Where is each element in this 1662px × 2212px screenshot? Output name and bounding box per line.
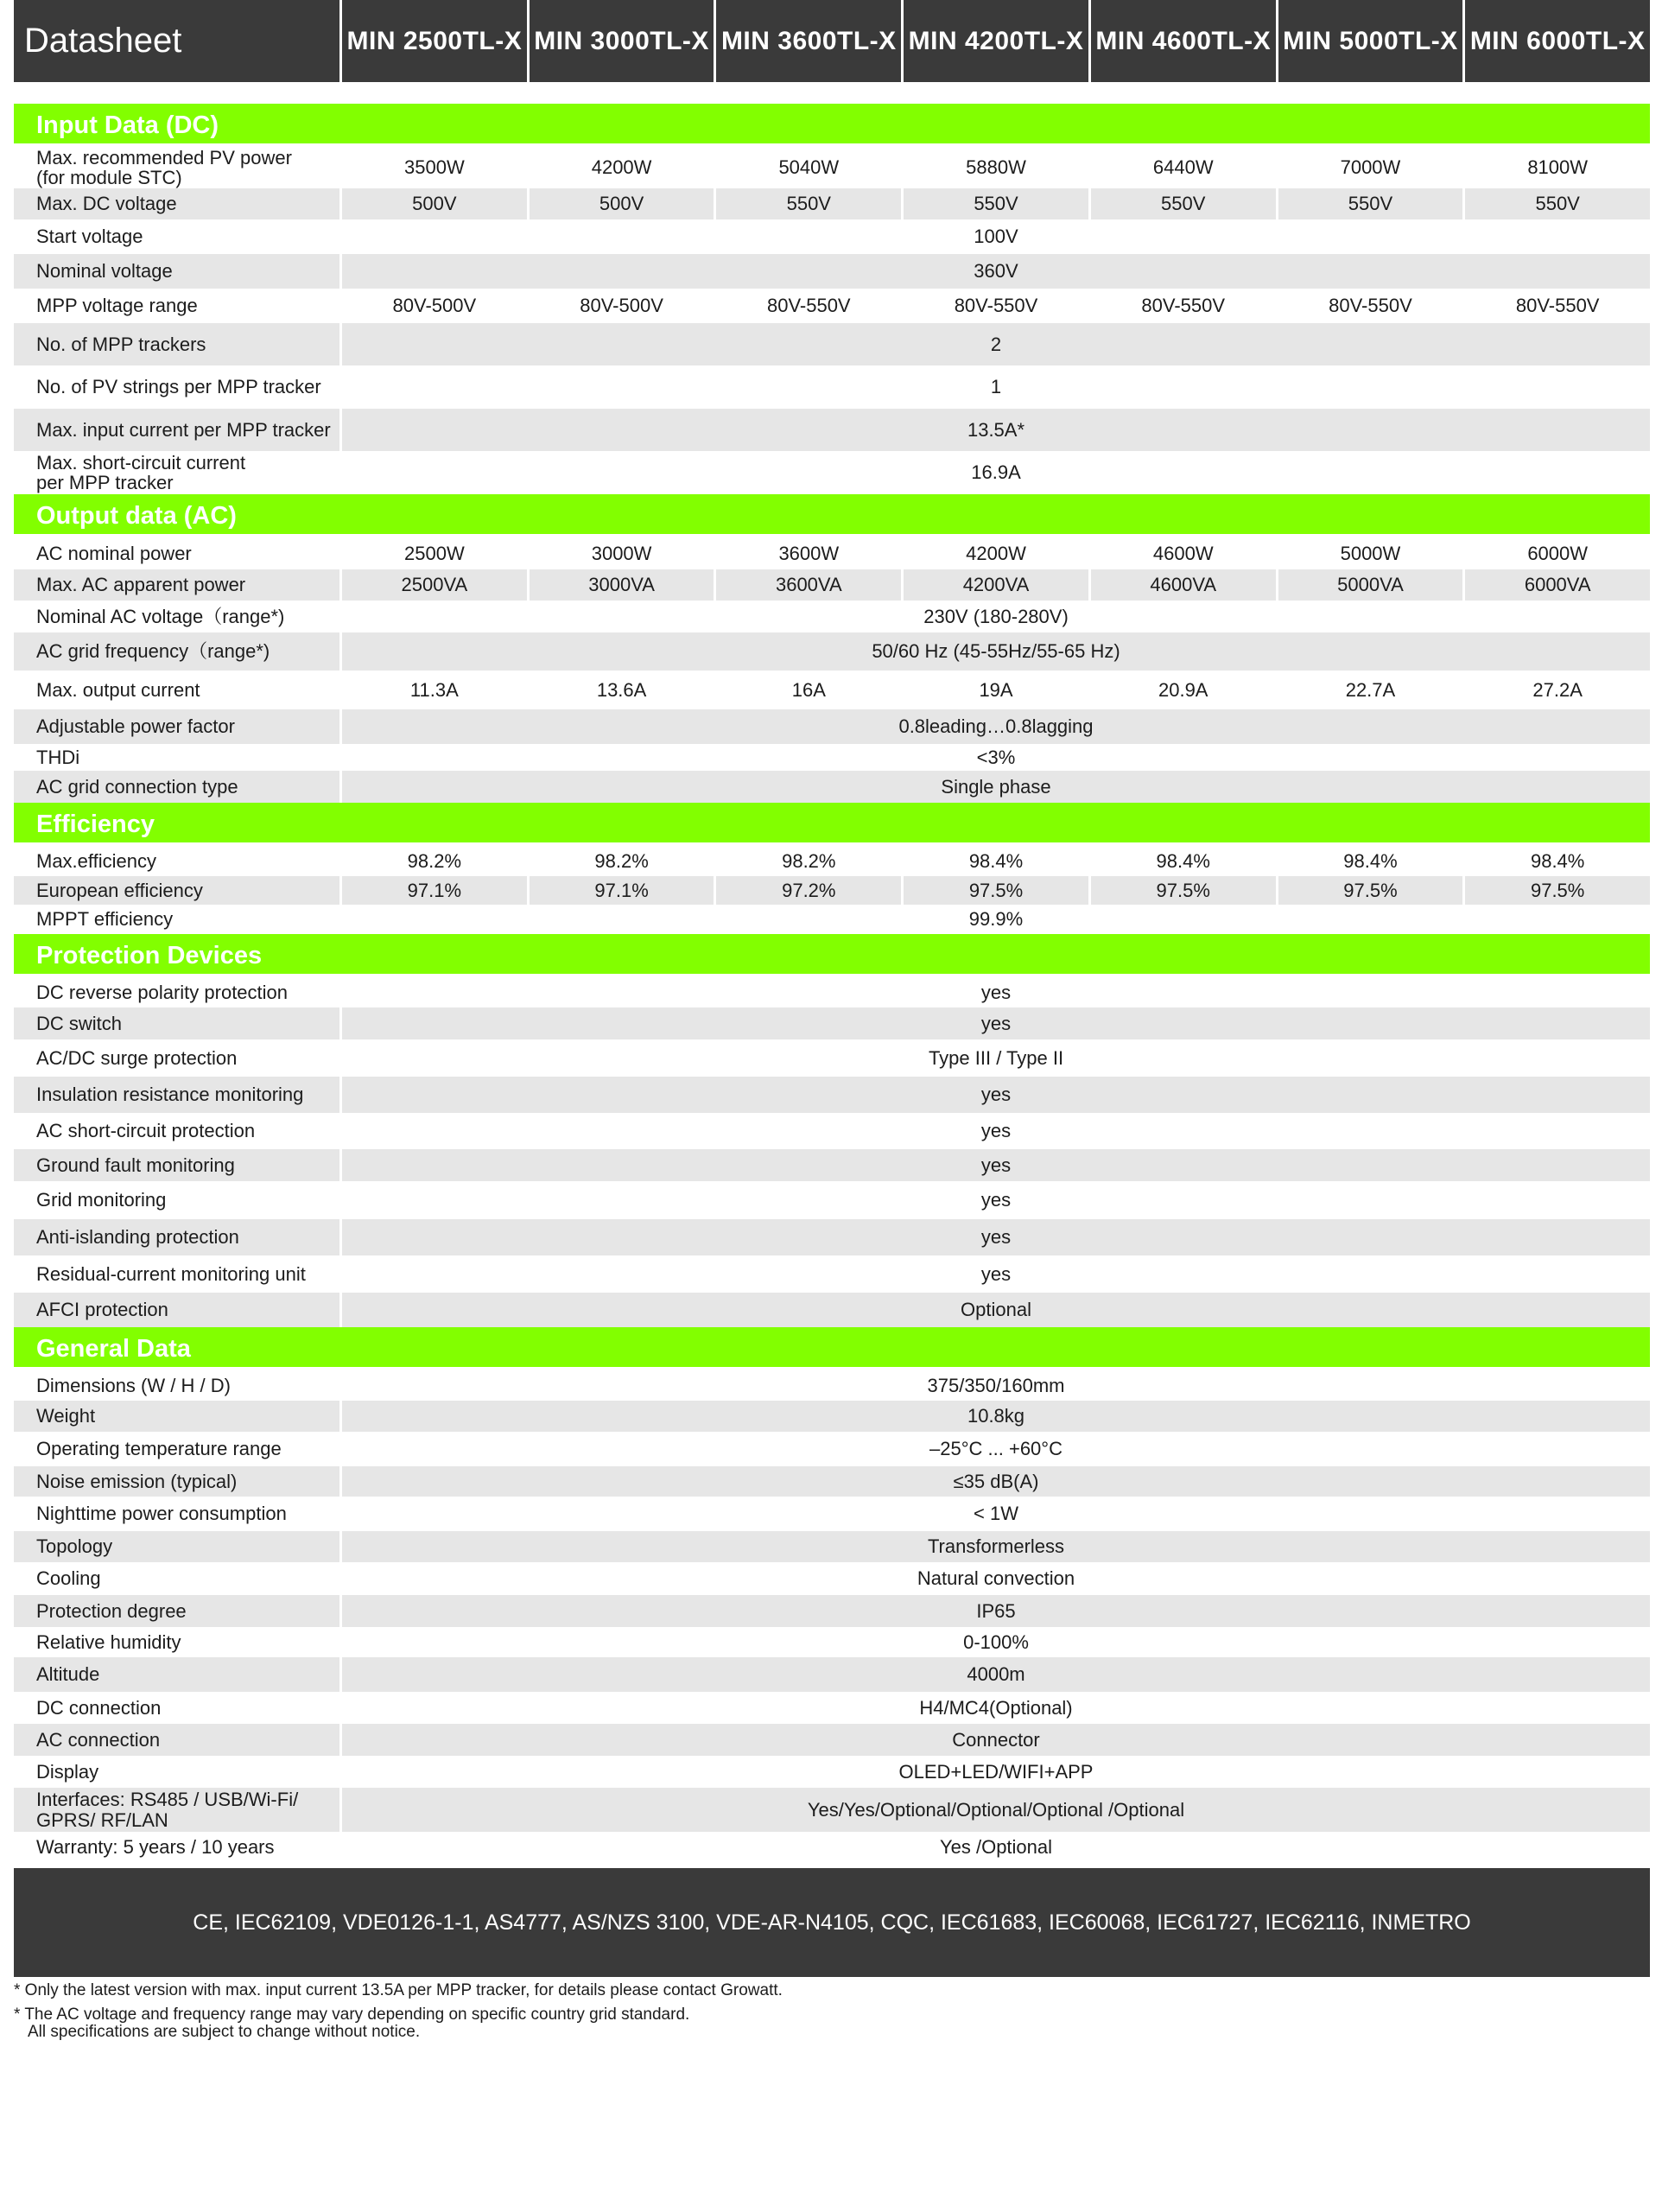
spec-row (14, 846, 1650, 876)
spec-value: 3000W (530, 537, 714, 569)
model-header: MIN 3000TL-X (530, 0, 714, 82)
spec-value: 4200W (530, 147, 714, 188)
spec-row (14, 1497, 1650, 1531)
spec-value: 4200VA (904, 569, 1088, 601)
spec-row (14, 601, 1650, 632)
spec-row (14, 709, 1650, 744)
spec-row (14, 1219, 1650, 1255)
section-header: Input Data (DC) (14, 104, 1650, 147)
spec-label: AC grid frequency（range*) (14, 632, 339, 671)
spec-value: 550V (1465, 188, 1650, 219)
spec-row (14, 1370, 1650, 1401)
model-header: MIN 3600TL-X (716, 0, 901, 82)
spec-label: Max. output current (14, 671, 339, 709)
spec-value: 20.9A (1091, 671, 1276, 709)
spec-value: 3500W (342, 147, 527, 188)
spec-value: 97.1% (342, 876, 527, 905)
spec-row (14, 323, 1650, 365)
spec-row (14, 977, 1650, 1007)
spec-label: Max. input current per MPP tracker (14, 409, 339, 451)
spec-value: 13.6A (530, 671, 714, 709)
section-header: Protection Devices (14, 934, 1650, 977)
spec-value-all-models: yes (342, 1181, 1650, 1219)
spec-value-all-models: yes (342, 1007, 1650, 1039)
spec-value: 6000VA (1465, 569, 1650, 601)
spec-value: 2500W (342, 537, 527, 569)
spec-value: 7000W (1278, 147, 1463, 188)
spec-row (14, 1149, 1650, 1181)
spec-label: Grid monitoring (14, 1181, 339, 1219)
spec-label: DC switch (14, 1007, 339, 1039)
spec-label: MPP voltage range (14, 289, 339, 323)
spec-row (14, 254, 1650, 289)
spec-value: 11.3A (342, 671, 527, 709)
spec-row (14, 1657, 1650, 1692)
spec-label: Protection degree (14, 1595, 339, 1627)
spec-row (14, 365, 1650, 409)
spec-row (14, 632, 1650, 671)
spec-value: 80V-500V (342, 289, 527, 323)
spec-label: Cooling (14, 1562, 339, 1595)
spec-label: Topology (14, 1531, 339, 1562)
spec-value-all-models: 375/350/160mm (342, 1370, 1650, 1401)
spec-label: AC/DC surge protection (14, 1039, 339, 1077)
spec-value: 80V-550V (1278, 289, 1463, 323)
spec-value-all-models: yes (342, 1077, 1650, 1113)
spec-value-all-models: 10.8kg (342, 1401, 1650, 1432)
spec-row (14, 1401, 1650, 1432)
spec-label: Start voltage (14, 219, 339, 254)
spec-value: 500V (530, 188, 714, 219)
spec-label: Residual-current monitoring unit (14, 1255, 339, 1293)
spec-value: 8100W (1465, 147, 1650, 188)
spec-row (14, 1756, 1650, 1788)
spec-value: 5040W (716, 147, 901, 188)
spec-label: MPPT efficiency (14, 905, 339, 934)
spec-label: Dimensions (W / H / D) (14, 1370, 339, 1401)
section-header: General Data (14, 1327, 1650, 1370)
spec-label: Display (14, 1756, 339, 1788)
spec-value: 98.2% (716, 846, 901, 876)
spec-label: Max. AC apparent power (14, 569, 339, 601)
spec-row (14, 1595, 1650, 1627)
spec-value: 22.7A (1278, 671, 1463, 709)
model-header: MIN 4200TL-X (904, 0, 1088, 82)
spec-value-all-models: yes (342, 1219, 1650, 1255)
spec-row (14, 771, 1650, 803)
footnote: All specifications are subject to change without notice. (28, 2022, 421, 2041)
spec-value: 80V-550V (716, 289, 901, 323)
spec-value: 98.2% (530, 846, 714, 876)
datasheet-title: Datasheet (14, 0, 339, 82)
spec-value: 4200W (904, 537, 1088, 569)
spec-value-all-models: yes (342, 1149, 1650, 1181)
spec-label: Insulation resistance monitoring (14, 1077, 339, 1113)
section-header: Output data (AC) (14, 494, 1650, 537)
spec-value: 27.2A (1465, 671, 1650, 709)
spec-row (14, 1531, 1650, 1562)
spec-value-all-models: 4000m (342, 1657, 1650, 1692)
spec-label: No. of PV strings per MPP tracker (14, 365, 339, 409)
spec-value-all-models: 0.8leading…0.8lagging (342, 709, 1650, 744)
spec-label: European efficiency (14, 876, 339, 905)
datasheet (14, 0, 1650, 2048)
spec-row (14, 1562, 1650, 1595)
spec-label: Adjustable power factor (14, 709, 339, 744)
spec-row (14, 219, 1650, 254)
spec-value: 3000VA (530, 569, 714, 601)
spec-label: AC connection (14, 1724, 339, 1756)
section-header: Efficiency (14, 803, 1650, 846)
spec-label: Noise emission (typical) (14, 1466, 339, 1497)
spec-value-all-models: 230V (180-280V) (342, 601, 1650, 632)
spec-value-all-models: Yes/Yes/Optional/Optional/Optional /Optional (342, 1788, 1650, 1832)
spec-row (14, 1724, 1650, 1756)
model-header: MIN 6000TL-X (1465, 0, 1650, 82)
spec-label: AFCI protection (14, 1293, 339, 1327)
spec-label: Nighttime power consumption (14, 1497, 339, 1531)
spec-value-all-models: yes (342, 1255, 1650, 1293)
spec-row (14, 1788, 1650, 1832)
spec-value-all-models: 100V (342, 219, 1650, 254)
spec-row (14, 1293, 1650, 1327)
spec-label: Weight (14, 1401, 339, 1432)
spec-label: DC connection (14, 1692, 339, 1724)
spec-row (14, 188, 1650, 219)
spec-value-all-models: Yes /Optional (342, 1832, 1650, 1863)
spec-value: 80V-550V (1465, 289, 1650, 323)
spec-value-all-models: OLED+LED/WIFI+APP (342, 1756, 1650, 1788)
spec-value-all-models: IP65 (342, 1595, 1650, 1627)
spec-value: 16A (716, 671, 901, 709)
spec-row (14, 1077, 1650, 1113)
spec-value-all-models: Connector (342, 1724, 1650, 1756)
spec-row (14, 409, 1650, 451)
spec-value-all-models: Transformerless (342, 1531, 1650, 1562)
spec-value: 97.5% (1465, 876, 1650, 905)
spec-value-all-models: yes (342, 977, 1650, 1007)
spec-label: Nominal voltage (14, 254, 339, 289)
spec-value: 98.4% (1091, 846, 1276, 876)
spec-value-all-models: 360V (342, 254, 1650, 289)
spec-value: 550V (716, 188, 901, 219)
model-header: MIN 2500TL-X (342, 0, 527, 82)
spec-value: 3600W (716, 537, 901, 569)
spec-label: Relative humidity (14, 1627, 339, 1657)
spec-value: 550V (904, 188, 1088, 219)
spec-value: 97.1% (530, 876, 714, 905)
spec-row (14, 569, 1650, 601)
spec-row (14, 744, 1650, 771)
footnotes (14, 1982, 1650, 2041)
spec-label: AC nominal power (14, 537, 339, 569)
spec-label: THDi (14, 744, 339, 771)
spec-value: 97.5% (904, 876, 1088, 905)
spec-value-all-models: H4/MC4(Optional) (342, 1692, 1650, 1724)
spec-label: DC reverse polarity protection (14, 977, 339, 1007)
spec-label: Max. short-circuit current per MPP tracker (14, 451, 339, 494)
spec-value-all-models: 0-100% (342, 1627, 1650, 1657)
spec-label: Operating temperature range (14, 1432, 339, 1466)
spec-value-all-models: <3% (342, 744, 1650, 771)
spec-row (14, 1255, 1650, 1293)
spec-value: 98.4% (1278, 846, 1463, 876)
spec-value: 3600VA (716, 569, 901, 601)
spec-value: 19A (904, 671, 1088, 709)
spec-row (14, 1039, 1650, 1077)
spec-label: Interfaces: RS485 / USB/Wi-Fi/ GPRS/ RF/LAN (14, 1788, 339, 1832)
spec-row (14, 1113, 1650, 1149)
spec-value-all-models: ≤35 dB(A) (342, 1466, 1650, 1497)
spec-row (14, 1007, 1650, 1039)
spec-row (14, 671, 1650, 709)
spec-row (14, 1692, 1650, 1724)
spec-value: 98.4% (904, 846, 1088, 876)
spec-value: 6440W (1091, 147, 1276, 188)
spec-value-all-models: 13.5A* (342, 409, 1650, 451)
spec-label: Ground fault monitoring (14, 1149, 339, 1181)
model-header: MIN 5000TL-X (1278, 0, 1463, 82)
spec-label: Max.efficiency (14, 846, 339, 876)
spec-value: 5000W (1278, 537, 1463, 569)
spec-value: 6000W (1465, 537, 1650, 569)
spec-label: Anti-islanding protection (14, 1219, 339, 1255)
spec-value: 550V (1091, 188, 1276, 219)
spec-row (14, 289, 1650, 323)
spec-row (14, 1466, 1650, 1497)
spec-table (14, 104, 1650, 1863)
spec-value: 5880W (904, 147, 1088, 188)
spec-label: Altitude (14, 1657, 339, 1692)
spec-value-all-models: Natural convection (342, 1562, 1650, 1595)
spec-value: 500V (342, 188, 527, 219)
spec-row (14, 1181, 1650, 1219)
spec-label: Nominal AC voltage（range*) (14, 601, 339, 632)
spec-value-all-models: 50/60 Hz (45-55Hz/55-65 Hz) (342, 632, 1650, 671)
header-bar (14, 0, 1650, 82)
certifications-bar: CE, IEC62109, VDE0126-1-1, AS4777, AS/NZS 3100, VDE-AR-N4105, CQC, IEC61683, IEC60068, IEC61727, IEC62116, INMETRO (14, 1868, 1650, 1977)
spec-value: 80V-550V (904, 289, 1088, 323)
spec-value-all-models: –25°C ... +60°C (342, 1432, 1650, 1466)
spec-row (14, 1432, 1650, 1466)
footnote: * The AC voltage and frequency range may vary depending on specific country grid standard. (14, 2005, 690, 2024)
spec-value: 98.4% (1465, 846, 1650, 876)
spec-value: 97.2% (716, 876, 901, 905)
spec-value: 2500VA (342, 569, 527, 601)
spec-row (14, 537, 1650, 569)
spec-label: Max. DC voltage (14, 188, 339, 219)
spec-value-all-models: 16.9A (342, 451, 1650, 494)
spec-value-all-models: Single phase (342, 771, 1650, 803)
spec-value-all-models: 99.9% (342, 905, 1650, 934)
spec-row (14, 147, 1650, 188)
spec-value: 98.2% (342, 846, 527, 876)
spec-value-all-models: 1 (342, 365, 1650, 409)
spec-value: 97.5% (1278, 876, 1463, 905)
spec-value-all-models: < 1W (342, 1497, 1650, 1531)
spec-value: 80V-500V (530, 289, 714, 323)
spec-value: 4600W (1091, 537, 1276, 569)
spec-row (14, 1832, 1650, 1863)
spec-value-all-models: 2 (342, 323, 1650, 365)
spec-value-all-models: Optional (342, 1293, 1650, 1327)
footnote: * Only the latest version with max. input current 13.5A per MPP tracker, for details please contact Growatt. (14, 1981, 783, 1999)
model-header: MIN 4600TL-X (1091, 0, 1276, 82)
spec-label: Warranty: 5 years / 10 years (14, 1832, 339, 1863)
spec-value-all-models: Type III / Type II (342, 1039, 1650, 1077)
spec-row (14, 451, 1650, 494)
spec-value: 550V (1278, 188, 1463, 219)
spec-label: AC short-circuit protection (14, 1113, 339, 1149)
spec-label: Max. recommended PV power (for module STC) (14, 147, 339, 188)
spec-row (14, 1627, 1650, 1657)
spec-value: 4600VA (1091, 569, 1276, 601)
spec-value: 5000VA (1278, 569, 1463, 601)
spec-value-all-models: yes (342, 1113, 1650, 1149)
spec-row (14, 905, 1650, 934)
spec-label: AC grid connection type (14, 771, 339, 803)
spec-value: 80V-550V (1091, 289, 1276, 323)
spec-value: 97.5% (1091, 876, 1276, 905)
spec-row (14, 876, 1650, 905)
spec-label: No. of MPP trackers (14, 323, 339, 365)
